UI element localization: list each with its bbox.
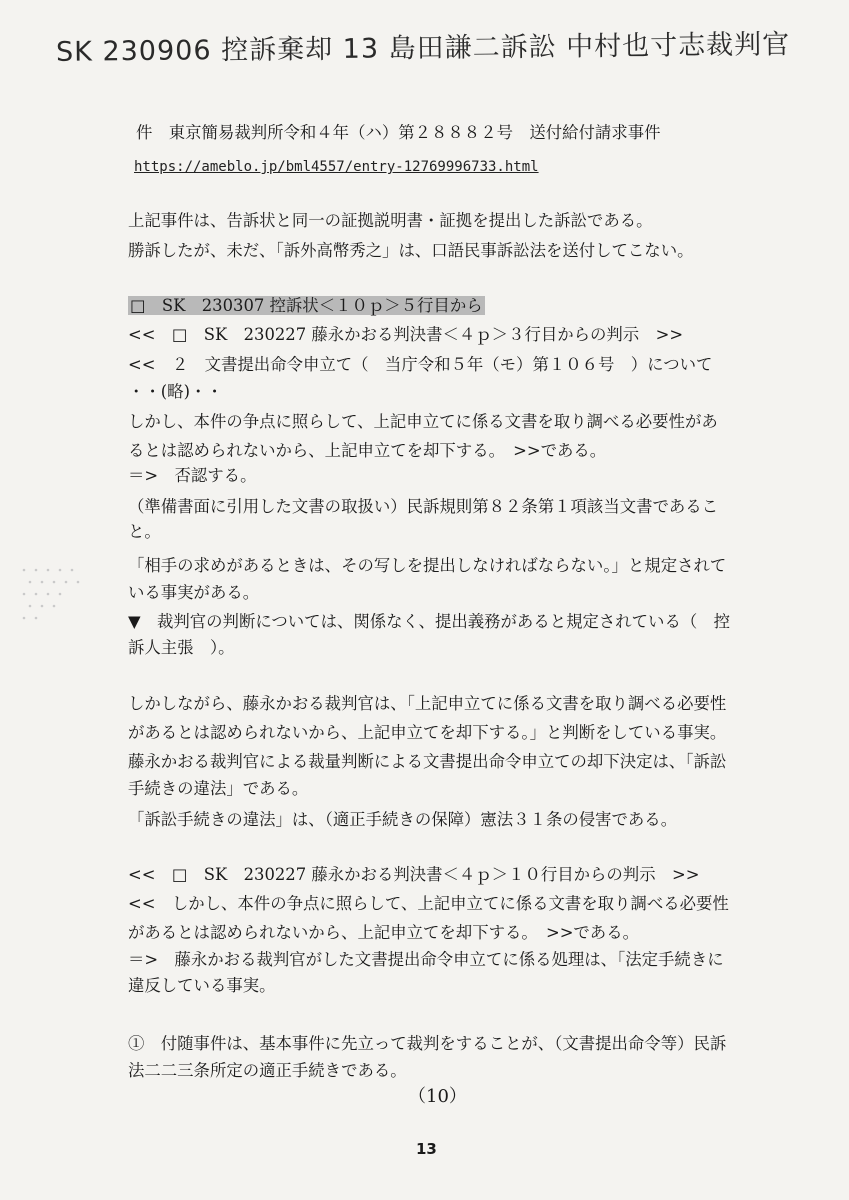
- text-line: 法二二三条所定の適正手続きである。: [128, 1061, 407, 1080]
- text-line: ＝> 否認する。: [128, 466, 257, 485]
- text-line: << □ SK 230227 藤永かおる判決書＜４ｐ＞１０行目からの判示 >>: [128, 865, 700, 884]
- handwritten-header: SK 230906 控訴棄却 13 島田謙二訴訟 中村也寸志裁判官: [55, 29, 791, 68]
- text-line: があるとは認められないから、上記申立てを却下する。」と判断をしている事実。: [128, 723, 727, 742]
- text-line: 違反している事実。: [128, 976, 276, 995]
- page-number-footer: 13: [416, 1140, 437, 1158]
- text-line: と。: [128, 522, 161, 541]
- text-line: 訴人主張 ）。: [128, 638, 235, 657]
- text-line: << ２ 文書提出命令申立て（ 当庁令和５年（モ）第１０６号 ）について: [128, 355, 713, 374]
- text-line: ・・(略)・・: [128, 382, 223, 401]
- text-line: 「訴訟手続きの違法」は、（適正手続きの保障）憲法３１条の侵害である。: [128, 810, 678, 829]
- text-line: いる事実がある。: [128, 583, 260, 602]
- text-line: 藤永かおる裁判官による裁量判断による文書提出命令申立ての却下決定は、「訴訟: [128, 752, 727, 771]
- reference-text: □ SK 230307 控訴状＜１０ｐ＞５行目から: [130, 296, 483, 315]
- text-line: << □ SK 230227 藤永かおる判決書＜４ｐ＞３行目からの判示 >>: [128, 325, 684, 344]
- text-line: << しかし、本件の争点に照らして、上記申立てに係る文書を取り調べる必要性: [128, 894, 729, 913]
- case-title: 件 東京簡易裁判所令和４年（ハ）第２８８８２号 送付給付請求事件: [136, 123, 661, 142]
- text-line: 上記事件は、告訴状と同一の証拠説明書・証拠を提出した訴訟である。: [128, 211, 653, 230]
- scan-artifact-dots: [14, 560, 104, 640]
- text-line: （準備書面に引用した文書の取扱い）民訴規則第８２条第１項該当文書であるこ: [128, 497, 719, 516]
- text-line: 勝訴したが、未だ、「訴外高幣秀之」は、口語民事訴訟法を送付してこない。: [128, 241, 694, 260]
- page-number-inline: （10）: [408, 1086, 467, 1107]
- text-line: るとは認められないから、上記申立てを却下する。 >>である。: [128, 441, 607, 460]
- text-line: 「相手の求めがあるときは、その写しを提出しなければならない。」と規定されて: [128, 556, 727, 575]
- text-line: しかし、本件の争点に照らして、上記申立てに係る文書を取り調べる必要性があ: [128, 412, 718, 431]
- text-line: ▼ 裁判官の判断については、関係なく、提出義務があると規定されている（ 控: [128, 612, 731, 631]
- url-link[interactable]: https://ameblo.jp/bml4557/entry-12769996733.html: [134, 159, 539, 175]
- text-line: があるとは認められないから、上記申立てを却下する。 >>である。: [128, 923, 639, 942]
- text-line: ＝> 藤永かおる裁判官がした文書提出命令申立てに係る処理は、「法定手続きに: [128, 950, 724, 969]
- text-line: しかしながら、藤永かおる裁判官は、「上記申立てに係る文書を取り調べる必要性: [128, 694, 727, 713]
- text-line: ① 付随事件は、基本事件に先立って裁判をすることが、（文書提出命令等）民訴: [128, 1034, 727, 1053]
- highlighted-reference: [128, 295, 485, 317]
- text-line: 手続きの違法」である。: [128, 779, 309, 798]
